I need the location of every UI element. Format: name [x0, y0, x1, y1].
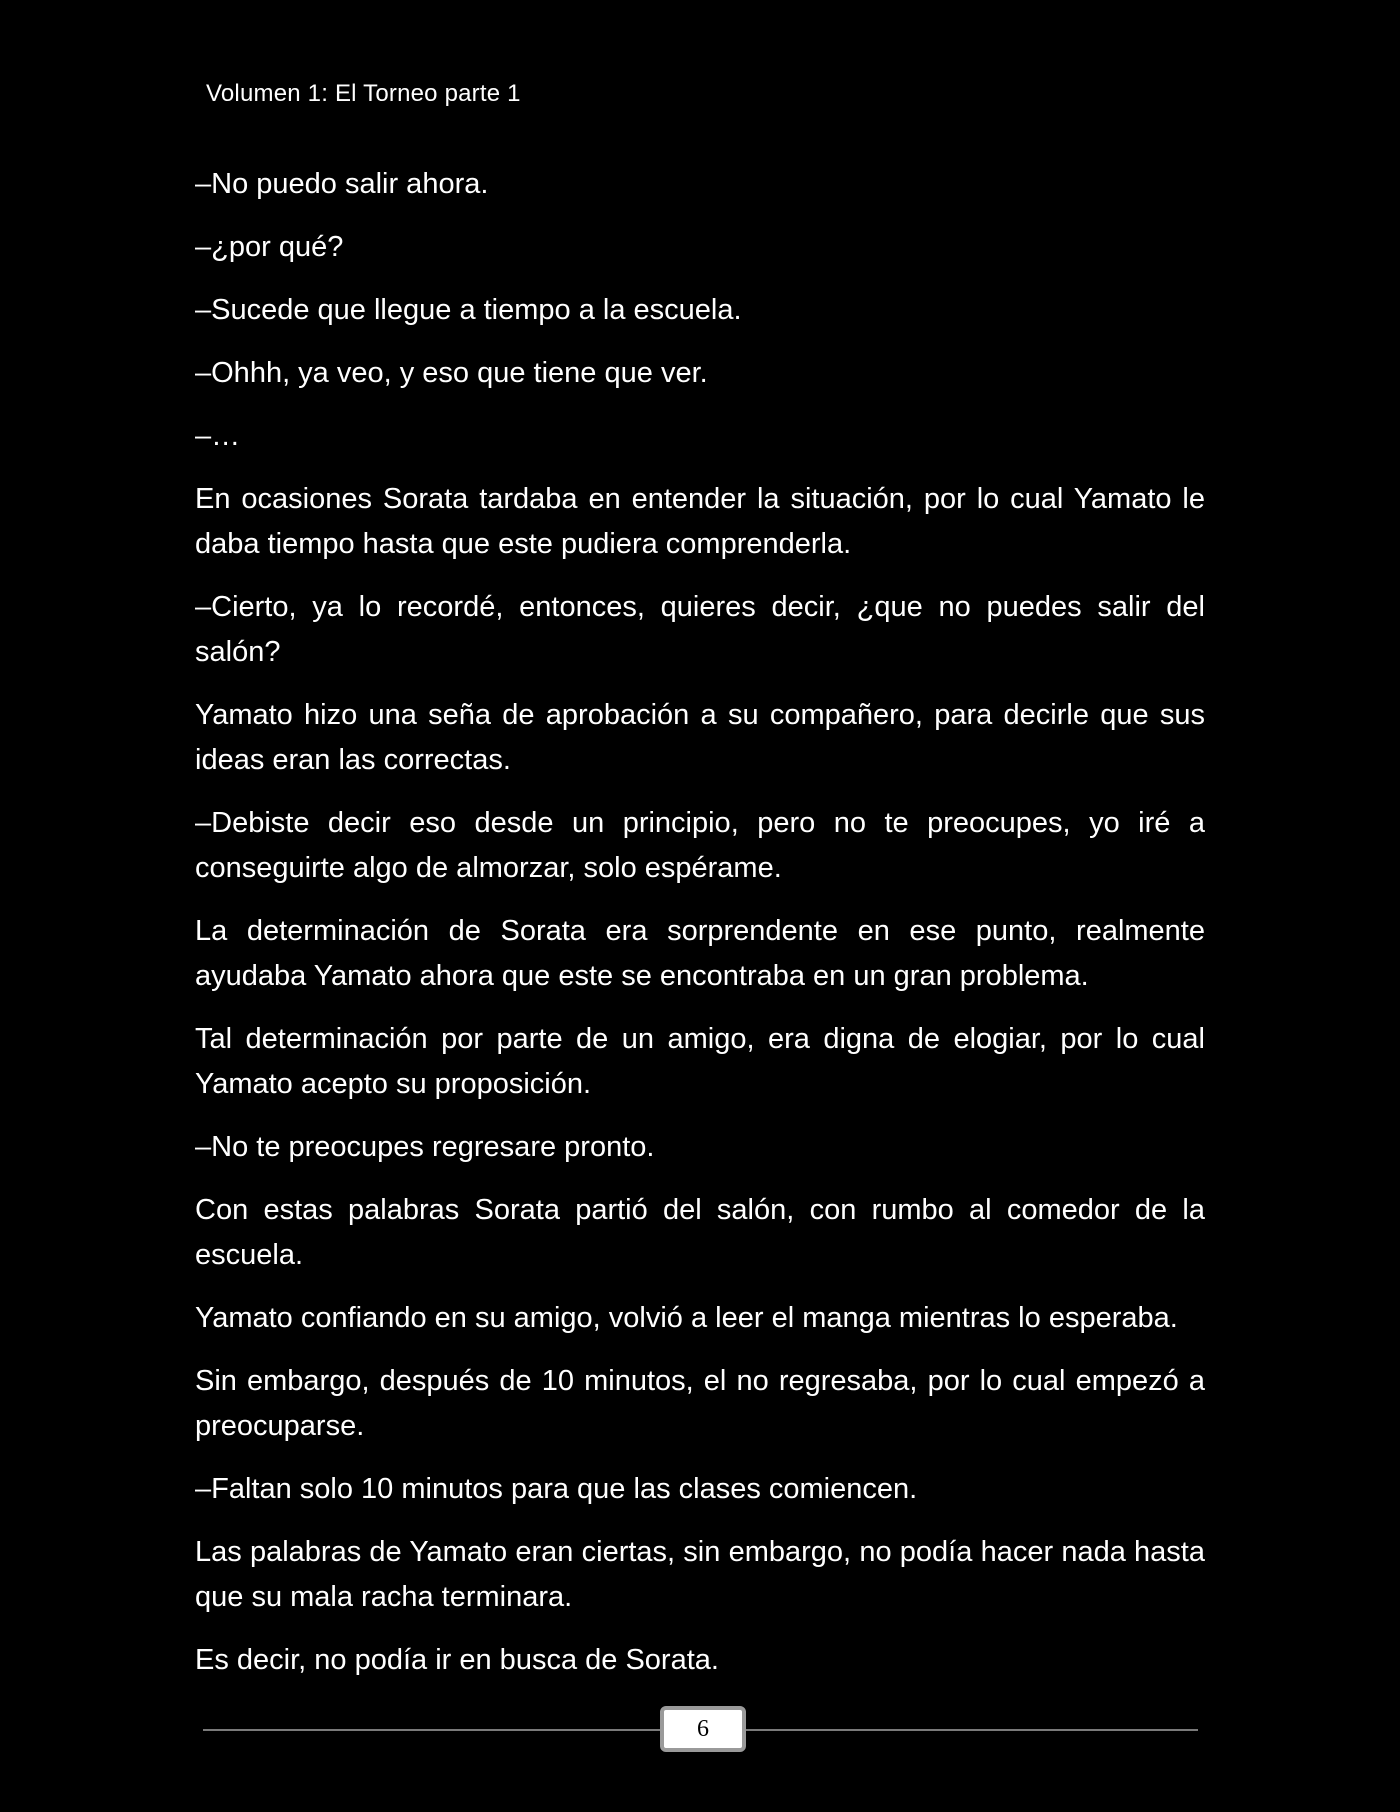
- paragraph: –Sucede que llegue a tiempo a la escuela.: [195, 294, 742, 326]
- paragraph: Yamato hizo una seña de aprobación a su compañero, para decirle que sus ideas eran las correctas.: [195, 699, 1205, 776]
- page-number: 6: [660, 1706, 746, 1752]
- body-text: [195, 162, 1205, 1701]
- paragraph: –No te preocupes regresare pronto.: [195, 1131, 655, 1163]
- paragraph: Las palabras de Yamato eran ciertas, sin embargo, no podía hacer nada hasta que su mala racha terminara.: [195, 1536, 1205, 1613]
- paragraph: La determinación de Sorata era sorprendente en ese punto, realmente ayudaba Yamato ahora que este se encontraba en un gran problema.: [195, 915, 1205, 992]
- paragraph: Sin embargo, después de 10 minutos, el no regresaba, por lo cual empezó a preocuparse.: [195, 1365, 1205, 1442]
- paragraph: Es decir, no podía ir en busca de Sorata.: [195, 1644, 719, 1676]
- paragraph: –Ohhh, ya veo, y eso que tiene que ver.: [195, 357, 708, 389]
- paragraph: –Faltan solo 10 minutos para que las clases comiencen.: [195, 1473, 918, 1505]
- paragraph: –Debiste decir eso desde un principio, pero no te preocupes, yo iré a conseguirte algo de almorzar, solo espérame.: [195, 807, 1205, 884]
- paragraph: Yamato confiando en su amigo, volvió a leer el manga mientras lo esperaba.: [195, 1302, 1178, 1334]
- running-header: Volumen 1: El Torneo parte 1: [206, 80, 521, 107]
- footer-rule-right: [744, 1729, 1198, 1731]
- paragraph: En ocasiones Sorata tardaba en entender la situación, por lo cual Yamato le daba tiempo hasta que este pudiera comprenderla.: [195, 483, 1205, 560]
- paragraph: –¿por qué?: [195, 231, 344, 263]
- footer-rule-left: [203, 1729, 665, 1731]
- paragraph: –Cierto, ya lo recordé, entonces, quieres decir, ¿que no puedes salir del salón?: [195, 591, 1205, 668]
- paragraph: Con estas palabras Sorata partió del salón, con rumbo al comedor de la escuela.: [195, 1194, 1205, 1271]
- paragraph: –No puedo salir ahora.: [195, 168, 489, 200]
- paragraph: –…: [195, 420, 241, 452]
- paragraph: Tal determinación por parte de un amigo, era digna de elogiar, por lo cual Yamato acepto su proposición.: [195, 1023, 1205, 1100]
